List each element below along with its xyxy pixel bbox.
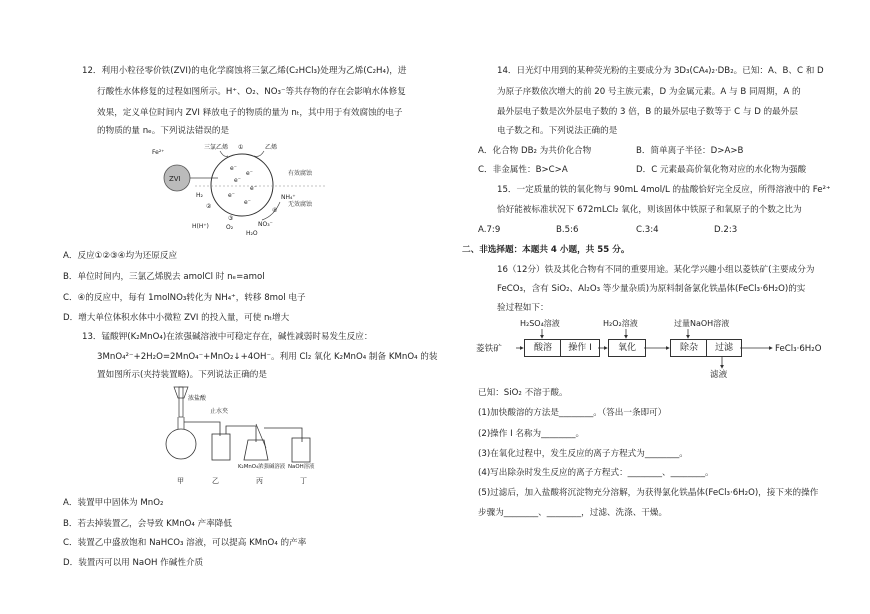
electron-1: e⁻ [230, 165, 237, 172]
reaction-2: ② [206, 203, 212, 210]
q12-line-4: 的物质的量 nₑ。下列说法错误的是 [97, 126, 230, 136]
q14-option-b: B．简单离子半径：D>A>B [636, 146, 744, 156]
flow-step-purify: 除杂 [670, 339, 708, 357]
no3-label: NO₃⁻ [258, 221, 273, 228]
q16-sub-4: (4)写出除杂时发生反应的离子方程式：________、________。 [478, 468, 714, 478]
electron-3: e⁻ [234, 177, 241, 184]
q12-line-2: 行酸性水体修复的过程如图所示。H⁺、O₂、NO₃⁻等共存物的存在会影响水体修复 [97, 87, 406, 97]
q13-option-c: C．装置乙中盛放饱和 NaHCO₃ 溶液，可以提高 KMnO₄ 的产率 [63, 538, 307, 548]
flask-bing [244, 440, 268, 460]
reaction-1: ① [238, 144, 244, 151]
q12-line-3: 效果，定义单位时间内 ZVI 释放电子的物质的量为 nₜ，其中用于有效腐蚀的电子 [97, 108, 403, 118]
q12-option-d: D．增大单位体积水体中小微粒 ZVI 的投入量，可使 nₜ增大 [63, 313, 290, 323]
fe2-label: Fe²⁺ [152, 149, 165, 156]
acid-label: 浓盐酸 [188, 395, 207, 402]
q16-sub-1: (1)加快酸溶的方法是________。（答出一条即可） [478, 408, 667, 418]
q13-option-b: B．若去掉装置乙，会导致 KMnO₄ 产率降低 [63, 519, 232, 529]
q13-line-3: 置如图所示(夹持装置略)。下列说法正确的是 [97, 370, 267, 380]
q16-known: 已知：SiO₂ 不溶于酸。 [478, 388, 568, 398]
flow-step-filter: 过滤 [706, 339, 742, 357]
q13-option-d: D．装置丙可以用 NaOH 作碱性介质 [63, 558, 204, 568]
flow-residue: 滤液 [710, 370, 728, 380]
h-label: H(H⁺) [192, 223, 209, 230]
q12-option-a: A．反应①②③④均为还原反应 [63, 251, 178, 261]
reaction-3: ③ [228, 215, 234, 222]
q15-option-b: B.5:6 [556, 225, 579, 235]
flow-step-oxidize: 氧化 [608, 339, 646, 357]
label-yi: 乙 [212, 477, 219, 485]
q14-line-3: 最外层电子数是次外层电子数的 3 倍，B 的最外层电子数等于 C 与 D 的最外层 [497, 107, 798, 117]
reagent-naoh: 过量NaOH溶液 [674, 319, 730, 328]
funnel-top [174, 387, 188, 398]
q16-sub-5b: 步骤为________、________，过滤、洗涤、干燥。 [478, 508, 668, 518]
bottle-ding [292, 438, 310, 462]
naoh-label: NaOH溶液 [288, 464, 315, 470]
flow-step-op1: 操作 I [560, 339, 600, 357]
electron-2: e⁻ [246, 170, 253, 177]
electron-6: e⁻ [244, 199, 251, 206]
reaction-4: ④ [272, 207, 278, 214]
q13-line-2: 3MnO₄²⁻+2H₂O=2MnO₄⁻+MnO₂↓+4OH⁻。利用 Cl₂ 氧化 K₂MnO₄ 制备 KMnO₄ 的装 [97, 352, 438, 362]
funnel-stem [179, 387, 183, 417]
tce-label: 三氯乙烯 [204, 144, 229, 151]
flow-step-acid: 酸溶 [524, 339, 562, 357]
q14-line-1: 14．日光灯中用到的某种荧光粉的主要成分为 3D₃(CA₄)₂·DB₂。已知：A、B、C 和 D [497, 66, 824, 76]
q13-line-1: 13．锰酸钾(K₂MnO₄)在浓强碱溶液中可稳定存在，碱性减弱时易发生反应： [82, 332, 373, 342]
q12-line-1: 12．利用小粒径零价铁(ZVI)的电化学腐蚀将三氯乙烯(C₂HCl₃)处理为乙烯(C₂H₄)，进 [82, 66, 407, 76]
apparatus-diagram [160, 384, 340, 474]
reagent-h2so4: H₂SO₄溶液 [520, 319, 560, 328]
q14-option-d: D．C 元素最高价氧化物对应的水化物为强酸 [636, 165, 807, 175]
q15-option-d: D.2:3 [714, 225, 738, 235]
flow-product: FeCl₃·6H₂O [775, 344, 822, 354]
q15-line-2: 恰好能被标准状况下 672mLCl₂ 氧化，则该固体中铁原子和氧原子的个数之比为 [497, 205, 802, 215]
q14-option-a: A．化合物 DB₂ 为共价化合物 [478, 146, 592, 156]
q16-line-2: FeCO₃，含有 SiO₂、Al₂O₃ 等少量杂质)为原料制备氯化铁晶体(FeCl₃·6H₂O)的实 [497, 284, 806, 294]
q16-line-3: 验过程如下： [497, 303, 549, 313]
flow-start: 菱铁矿 [476, 344, 502, 354]
q16-line-1: 16（12分）铁及其化合物有不同的重要用途。某化学兴趣小组以菱铁矿(主要成分为 [497, 265, 815, 275]
tube-3 [264, 428, 302, 442]
label-bing: 丙 [256, 477, 263, 485]
bottle-yi [212, 434, 230, 460]
arrow-tce [220, 151, 228, 156]
q12-option-c: C．④的反应中，每有 1molNO₃转化为 NH₄⁺，转移 8mol 电子 [63, 293, 306, 303]
h2o-label: H₂O [246, 230, 258, 237]
q15-line-1: 15．一定质量的铁的氧化物与 90mL 4mol/L 的盐酸恰好完全反应，所得溶液中的 Fe²⁺ [497, 185, 831, 195]
q15-option-a: A.7:9 [478, 225, 501, 235]
q14-line-4: 电子数之和。下列说法正确的是 [497, 126, 618, 136]
q16-sub-2: (2)操作 I 名称为________。 [478, 429, 585, 439]
iron-sphere [211, 154, 273, 216]
section-2-heading: 二、非选择题：本题共 4 小题，共 55 分。 [462, 245, 630, 255]
effective-label: 有效腐蚀 [288, 170, 313, 177]
h2-label: H₂ [196, 192, 203, 199]
clamp-label: 止水夹 [210, 408, 229, 415]
q14-line-2: 为原子序数依次增大的前 20 号主族元素，D 为金属元素。A 与 B 同周期，A 的 [497, 87, 801, 97]
label-ding: 丁 [300, 477, 307, 485]
q16-sub-3: (3)在氧化过程中，发生反应的离子方程式为________。 [478, 449, 688, 459]
q15-option-c: C.3:4 [636, 225, 659, 235]
ineffective-label: 无效腐蚀 [288, 201, 313, 208]
zvi-corrosion-diagram [150, 140, 350, 240]
ethene-label: 乙烯 [265, 144, 278, 151]
electron-4: e⁻ [250, 185, 257, 192]
q16-sub-5a: (5)过滤后，加入盐酸将沉淀物充分溶解，为获得氯化铁晶体(FeCl₃·6H₂O)，接下来的操作 [478, 488, 819, 498]
zvi-label: ZVI [169, 175, 181, 183]
kmno-label: K₂MnO₄浓强碱溶液 [238, 464, 286, 470]
flask-jia [166, 429, 196, 459]
nh4-label: NH₄⁺ [281, 194, 296, 201]
o2-label: O₂ [226, 224, 234, 231]
q13-option-a: A．装置甲中固体为 MnO₂ [63, 498, 164, 508]
flow-arrows [500, 326, 790, 374]
q12-option-b: B．单位时间内，三氯乙烯脱去 amolCl 时 nₑ=amol [63, 272, 265, 282]
q14-option-c: C．非金属性：B>C>A [478, 165, 568, 175]
electron-5: e⁻ [228, 192, 235, 199]
reagent-h2o2: H₂O₂溶液 [603, 319, 638, 328]
arrow-ethene [254, 151, 264, 156]
label-jia: 甲 [177, 477, 184, 485]
